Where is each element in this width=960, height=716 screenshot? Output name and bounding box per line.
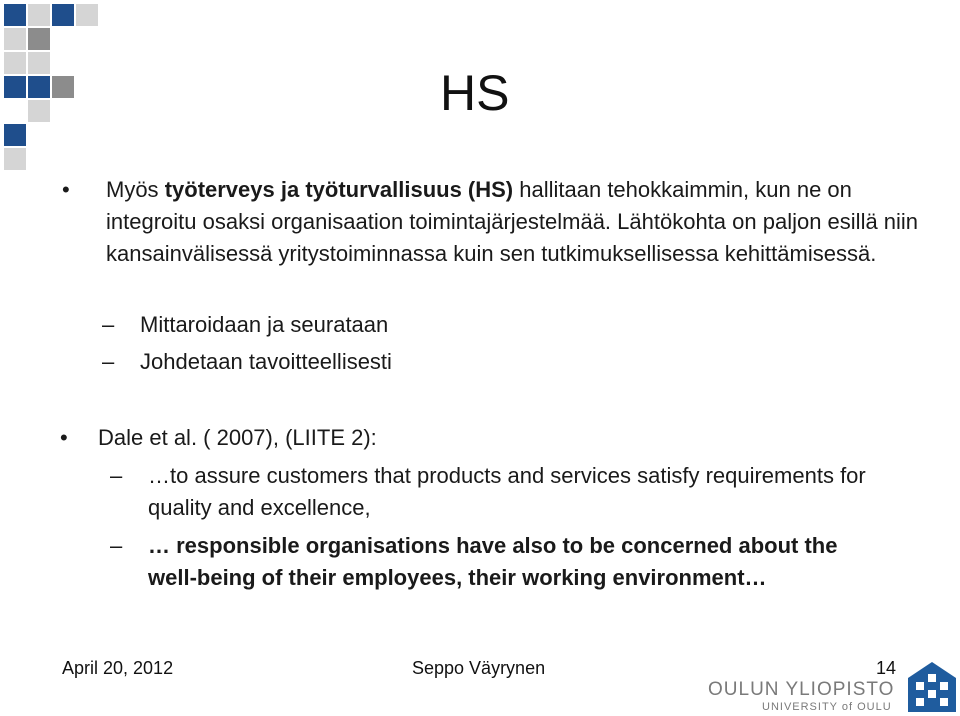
bullet-health-safety	[62, 174, 926, 270]
footer-page-number: 14	[876, 658, 897, 678]
slide-title: HS	[440, 65, 510, 121]
bullet-icon: •	[62, 177, 70, 202]
university-logo-sub: UNIVERSITY of OULU	[762, 701, 892, 713]
footer-author: Seppo Väyrynen	[412, 658, 546, 678]
sub2-text: Johdetaan tavoitteellisesti	[140, 349, 392, 374]
subbullet-quote-2	[110, 530, 888, 594]
dash-icon: –	[102, 312, 115, 337]
bullet1-post: hallitaan tehokkaimmin, kun ne on integroitu osaksi organisaation toimintajärjestelmää. Lähtökohta on paljon esillä niin kansainvälisessä yritystoiminnassa kuin sen tutkimuksellisessa kehittämisessä.	[106, 177, 919, 266]
sub1-text: Mittaroidaan ja seurataan	[140, 312, 389, 337]
subbullet-lead	[102, 346, 900, 378]
decorative-squares	[0, 0, 110, 170]
footer-date: April 20, 2012	[62, 658, 174, 678]
bullet-icon: •	[60, 425, 68, 450]
quote1-text: …to assure customers that products and services satisfy requirements for quality and excellence,	[148, 463, 866, 520]
subbullet-quote-1	[110, 460, 888, 524]
bullet2-text: Dale et al. ( 2007), (LIITE 2):	[98, 425, 377, 450]
dash-icon: –	[102, 349, 115, 374]
university-logo-icon	[906, 660, 958, 714]
dash-icon: –	[110, 533, 123, 558]
bullet-dale	[60, 422, 918, 454]
bullet1-bold: työterveys ja työturvallisuus (HS)	[164, 177, 514, 202]
university-logo-name: OULUN YLIOPISTO	[708, 679, 895, 700]
quote2-text: … responsible organisations have also to be concerned about the well-being of their employees, their working environment…	[148, 533, 838, 590]
dash-icon: –	[110, 463, 123, 488]
bullet1-pre: Myös	[106, 177, 165, 202]
subbullet-measure	[102, 309, 900, 341]
